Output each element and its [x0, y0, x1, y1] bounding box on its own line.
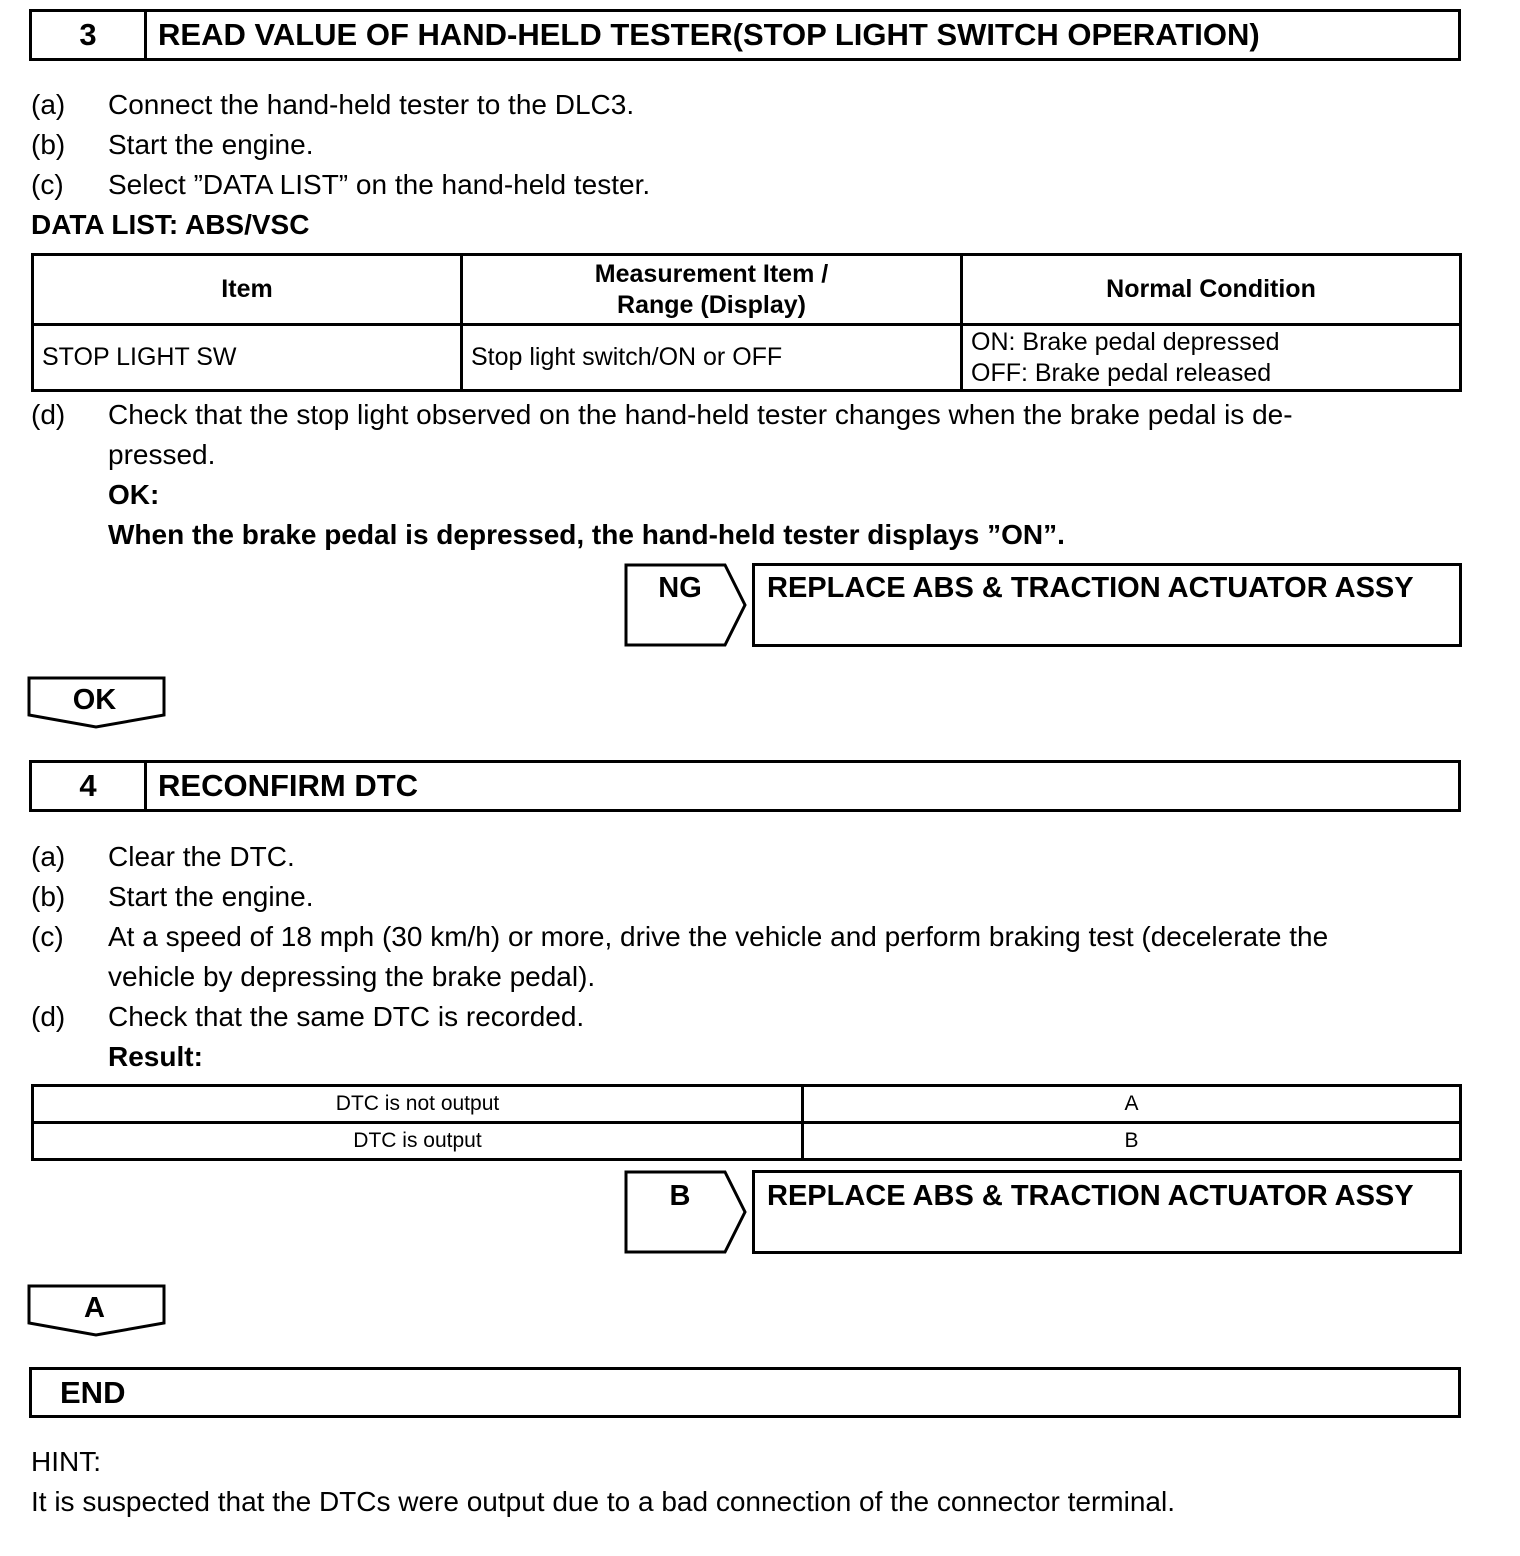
- table-header-measurement-line1: Measurement Item /: [594, 259, 829, 288]
- table-cell-measurement: Stop light switch/ON or OFF: [462, 325, 962, 391]
- step3-title: READ VALUE OF HAND-HELD TESTER(STOP LIGHT SWITCH OPERATION): [158, 17, 1260, 52]
- b-tab-label: B: [669, 1180, 691, 1212]
- item-text: Clear the DTC.: [108, 841, 295, 872]
- item-text: Start the engine.: [108, 129, 314, 160]
- table-row: [33, 1123, 1461, 1160]
- item-text: Check that the same DTC is recorded.: [108, 1001, 585, 1032]
- b-action-text: REPLACE ABS & TRACTION ACTUATOR ASSY: [767, 1180, 1414, 1212]
- item-label: (d): [31, 399, 66, 430]
- ok-arrow-label: OK: [72, 684, 117, 716]
- table-header-measurement-line2: Range (Display): [617, 290, 806, 319]
- step4-number: 4: [32, 763, 147, 809]
- a-arrow-label: A: [84, 1292, 105, 1324]
- data-list-heading: DATA LIST: ABS/VSC: [31, 209, 310, 240]
- item-label: (a): [31, 841, 66, 872]
- item-label: (c): [31, 169, 64, 200]
- end-title: END: [60, 1374, 126, 1410]
- ng-tab-label: NG: [658, 572, 702, 604]
- ok-label: OK:: [108, 479, 160, 510]
- result-condition: DTC is not output: [33, 1086, 803, 1123]
- item-label: (d): [31, 1001, 66, 1032]
- table-cell-item: STOP LIGHT SW: [33, 325, 462, 391]
- result-label: Result:: [108, 1041, 203, 1072]
- item-label: (c): [31, 921, 64, 952]
- item-label: (b): [31, 129, 66, 160]
- table-header-measurement: [462, 255, 962, 325]
- end-box: [29, 1367, 1461, 1418]
- item-text: At a speed of 18 mph (30 km/h) or more, drive the vehicle and perform braking test (decelerate the: [108, 921, 1329, 952]
- table-header-item: Item: [33, 255, 462, 325]
- table-row: [33, 1086, 1461, 1123]
- ng-action-text: REPLACE ABS & TRACTION ACTUATOR ASSY: [767, 572, 1414, 604]
- step4-title: RECONFIRM DTC: [158, 768, 419, 803]
- ok-text: When the brake pedal is depressed, the hand-held tester displays ”ON”.: [108, 519, 1065, 550]
- result-code: A: [803, 1086, 1461, 1123]
- item-label: (a): [31, 89, 66, 120]
- result-condition: DTC is output: [33, 1123, 803, 1160]
- item-text: Start the engine.: [108, 881, 314, 912]
- step4-item-c-cont: vehicle by depressing the brake pedal).: [108, 961, 596, 992]
- hint-text: It is suspected that the DTCs were output due to a bad connection of the connector terminal.: [31, 1486, 1175, 1517]
- condition-off: OFF: Brake pedal released: [971, 358, 1272, 387]
- result-table: [31, 1084, 1462, 1161]
- step3-number: 3: [32, 12, 147, 58]
- item-text: Connect the hand-held tester to the DLC3.: [108, 89, 635, 120]
- hint-label: HINT:: [31, 1446, 101, 1477]
- step3-header: [29, 9, 1461, 61]
- table-cell-condition: [962, 325, 1461, 391]
- result-code: B: [803, 1123, 1461, 1160]
- item-label: (b): [31, 881, 66, 912]
- item-text: Check that the stop light observed on the hand-held tester changes when the brake pedal is de-: [108, 399, 1293, 430]
- item-text: Select ”DATA LIST” on the hand-held tester.: [108, 169, 651, 200]
- condition-on: ON: Brake pedal depressed: [971, 327, 1280, 356]
- data-list-table: [31, 253, 1462, 392]
- step4-header: [29, 760, 1461, 812]
- table-header-condition: Normal Condition: [962, 255, 1461, 325]
- step3-item-d-cont: pressed.: [108, 439, 216, 470]
